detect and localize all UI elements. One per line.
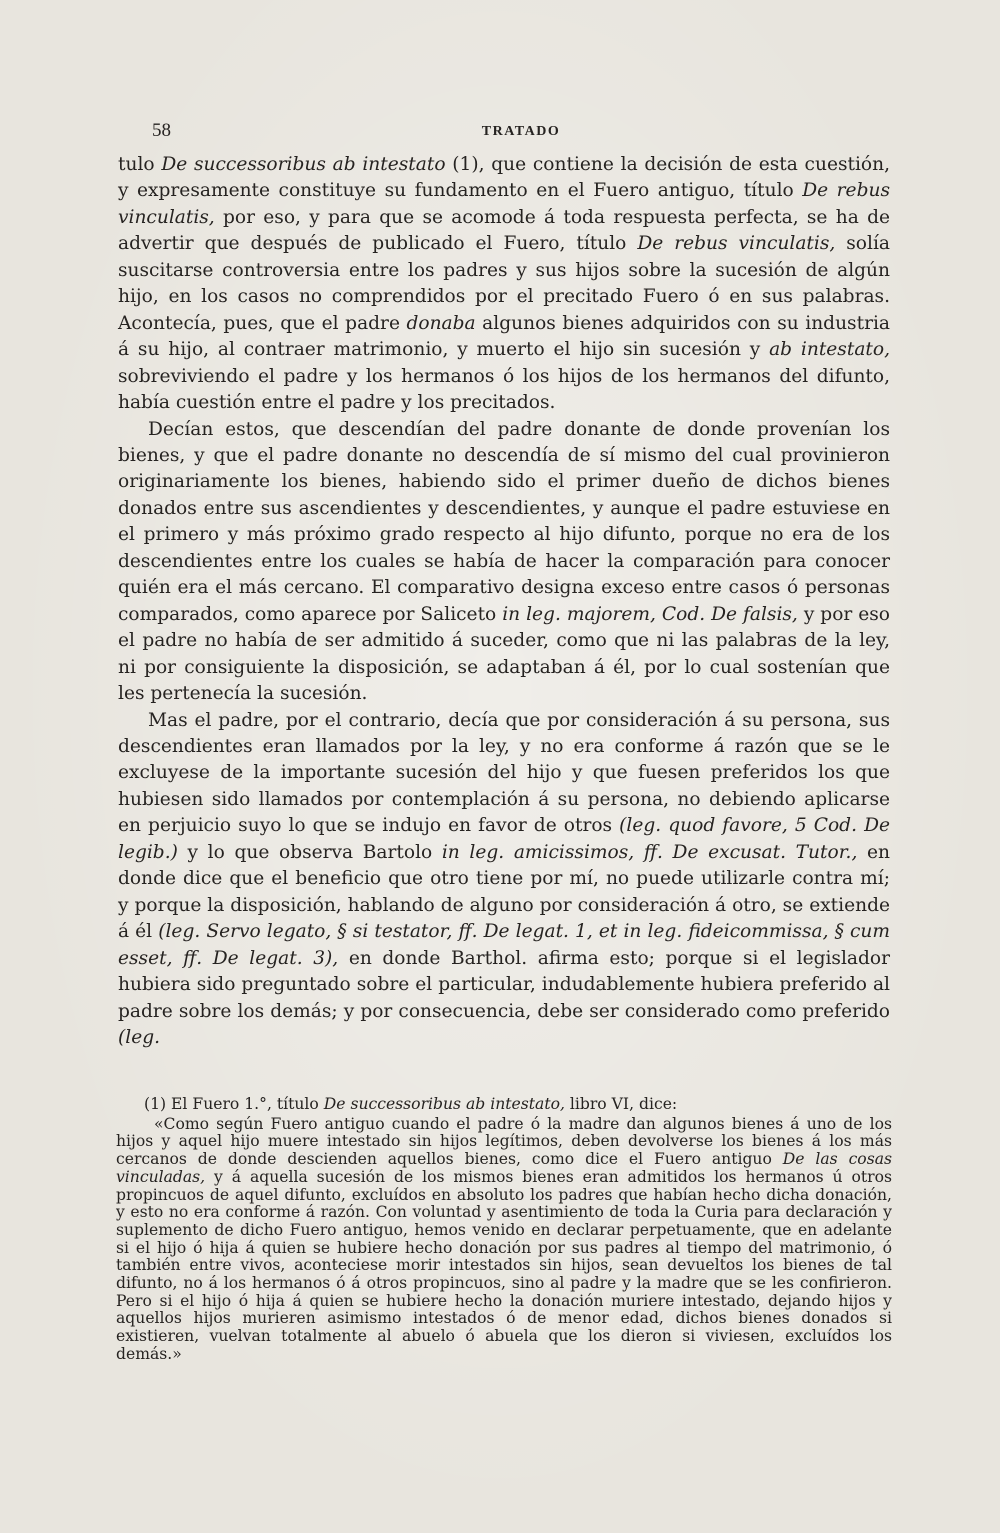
italic-citation: De rebus vinculatis, — [637, 233, 836, 255]
italic-citation: ab intestato, — [769, 339, 890, 361]
page-number: 58 — [152, 120, 171, 141]
text-run: (1), que contiene la decisión de esta cuestión, y expresamente constituye su fundamento en el Fuero antiguo, título — [118, 154, 890, 202]
text-run: solía suscitarse controversia entre los padres y sus hijos sobre la sucesión de algún hijo, en los casos no comprendidos por el precitado Fuero ó en sus palabras. Acontecía, pues, que el padre — [118, 233, 890, 334]
text-run: Mas el padre, por el contrario, decía que por consideración á su persona, sus descendientes eran llamados por la ley, y no era conforme á razón que se le excluyese de la importante sucesión del hijo y que fuesen preferidos los que hubiesen sido llamados por contemplación á su persona, no debiendo aplicarse en perjuicio suyo lo que se indujo en favor de otros — [118, 709, 890, 837]
italic-citation: De successoribus ab intestato — [161, 154, 446, 175]
text-run: (1) El Fuero 1.°, título — [144, 1095, 324, 1113]
paragraph-3 — [118, 708, 890, 1052]
italic-citation: (leg. Servo legato, § si testator, ff. De legat. 1, et in leg. fideicommissa, § cum esset, ff. De legat. 3), — [118, 921, 890, 969]
italic-citation: (leg. — [118, 1026, 161, 1048]
italic-citation: De las cosas vinculadas, — [116, 1150, 892, 1186]
text-run: libro VI, dice: — [564, 1095, 678, 1113]
footnote-1-intro — [116, 1096, 892, 1114]
text-run: en donde Barthol. afirma esto; porque si el legislador hubiera sido preguntado sobre el particular, indudablemente hubiera preferido al padre sobre los demás; y por consecuencia, debe ser considerado como preferido — [118, 947, 890, 1022]
text-run: «Como según Fuero antiguo cuando el padre ó la madre dan algunos bienes á uno de los hijos y aquel hijo muere intestado sin hijos legítimos, deben devolverse los bienes á los más cercanos de donde descienden aquellos bienes, como dice el Fuero antiguo — [116, 1114, 892, 1169]
italic-citation: (leg. quod favore, 5 Cod. De legib.) — [118, 815, 890, 863]
text-run: sobreviviendo el padre y los hermanos ó los hijos de los hermanos del difunto, había cuestión entre el padre y los precitados. — [118, 365, 890, 414]
text-run: y á aquella sucesión de los mismos bienes eran admitidos los hermanos ú otros propincuos de aquel difunto, excluídos en absoluto los padres que habían hecho dicha donación, y esto no era conforme á razón. Con voluntad y asentimiento de toda la Curia para declaración y suplemento de dicho Fuero antiguo, hemos venido en declarar perpetuamente, que en adelante si el hijo ó hija á quien se hubiere hecho donación por sus padres al tiempo del matrimonio, ó también entre vivos, aconteciese morir intestados sin hijos, sean devueltos los bienes de tal difunto, no á los hermanos ó á otros propincuos, sino al padre y la madre que se les confirieron. Pero si el hijo ó hija á quien se hubiere hecho la donación muriere intestado, dejando hijos y aquellos hijos murieren asimismo intestados ó de menor edad, dichos bienes donados si existieren, vuelvan totalmente al abuelo ó abuela que los dieron si viviesen, excluídos los demás.» — [116, 1167, 892, 1363]
footnote-area — [116, 1096, 892, 1364]
running-head: TRATADO — [481, 124, 561, 139]
italic-citation: in leg. amicissimos, ff. De excusat. Tutor., — [441, 841, 858, 863]
text-run: por eso, y para que se acomode á toda respuesta perfecta, se ha de advertir que después de publicado el Fuero, título — [118, 206, 890, 255]
footnote-1-quote — [116, 1116, 892, 1364]
italic-citation: De successoribus ab intestato, — [323, 1095, 565, 1113]
text-run: tulo — [118, 154, 162, 175]
main-text — [118, 152, 890, 1051]
italic-word: donaba — [406, 312, 476, 334]
text-run: Decían estos, que descendían del padre donante de donde provenían los bienes, y que el padre donante no descendía de sí mismo del cual provinieron originariamente los bienes, habiendo sido el primer dueño de dichos bienes donados entre sus ascendientes y descendientes, y aunque el padre estuviese en el primero y más próximo grado respecto al hijo difunto, porque no era de los descendientes entre los cuales se había de hacer la comparación para conocer quién era el más cercano. El comparativo designa exceso entre casos ó personas comparados, como aparece por Saliceto — [118, 418, 890, 625]
text-run: en donde dice que el beneficio que otro tiene por mí, no puede utilizarle contra mí; y porque la disposición, hablando de alguno por consideración á otro, se extiende á él — [118, 841, 891, 943]
page-header — [152, 120, 890, 150]
italic-citation: in leg. majorem, Cod. De falsis, — [502, 603, 798, 625]
paragraph-2 — [118, 417, 890, 708]
italic-citation: De rebus vinculatis, — [118, 180, 890, 228]
text-run: y lo que observa Bartolo — [177, 841, 442, 863]
paragraph-1 — [118, 152, 890, 417]
text-run: algunos bienes adquiridos con su industria á su hijo, al contraer matrimonio, y muerto el hijo sin sucesión y — [118, 312, 890, 361]
text-run: y por eso el padre no había de ser admitido á suceder, como que ni las palabras de la ley, ni por consiguiente la disposición, se adaptaban á él, por lo cual sostenían que les pertenecía la sucesión. — [118, 603, 890, 705]
